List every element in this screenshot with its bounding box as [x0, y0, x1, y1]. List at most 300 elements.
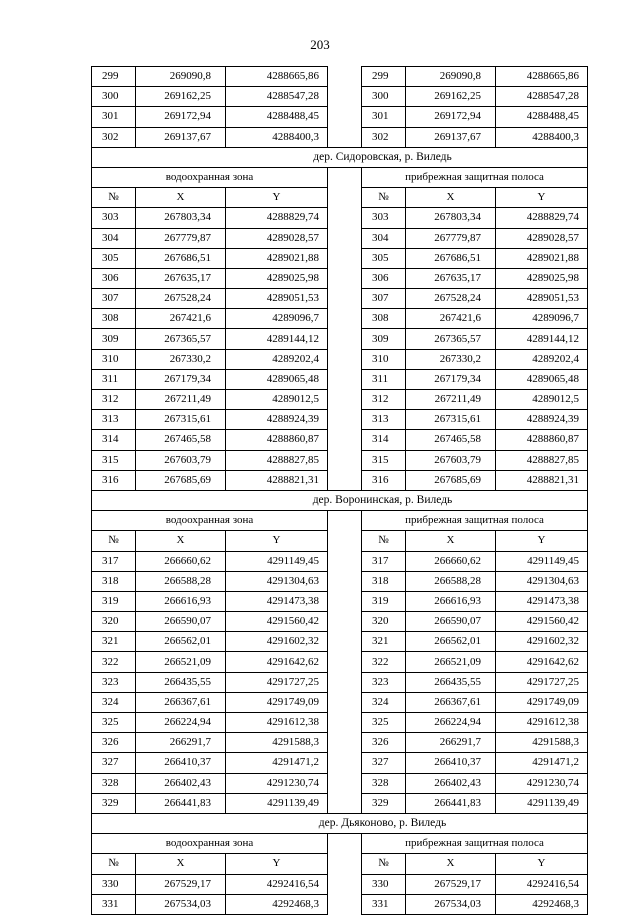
- right-point-number: 303: [362, 208, 406, 228]
- left-point-number: 317: [92, 551, 136, 571]
- right-x-coordinate: 266224,94: [406, 713, 496, 733]
- left-point-number: 309: [92, 329, 136, 349]
- table-row: [92, 874, 588, 894]
- column-gap: [328, 309, 362, 329]
- left-point-number: 306: [92, 268, 136, 288]
- right-x-coordinate: 267635,17: [406, 268, 496, 288]
- left-point-number: 311: [92, 369, 136, 389]
- left-x-coordinate: 267779,87: [136, 228, 226, 248]
- right-y-coordinate: 4288827,85: [496, 450, 588, 470]
- column-gap: [328, 450, 362, 470]
- left-x-coordinate: 267179,34: [136, 369, 226, 389]
- coordinates-table-body: [92, 67, 588, 915]
- column-gap: [328, 551, 362, 571]
- left-x-coordinate: 267465,58: [136, 430, 226, 450]
- right-y-coordinate: 4288829,74: [496, 208, 588, 228]
- left-x-coordinate: 266410,37: [136, 753, 226, 773]
- column-gap: [328, 228, 362, 248]
- section-title-row: [92, 490, 588, 510]
- right-point-number: 315: [362, 450, 406, 470]
- table-row: [92, 551, 588, 571]
- table-row: [92, 67, 588, 87]
- left-x-coordinate: 266291,7: [136, 733, 226, 753]
- right-y-coordinate: 4291304,63: [496, 571, 588, 591]
- column-gap: [328, 854, 362, 874]
- column-header-row: [92, 854, 588, 874]
- left-point-number: 316: [92, 470, 136, 490]
- table-row: [92, 410, 588, 430]
- left-y-coordinate: 4288829,74: [226, 208, 328, 228]
- coastal-strip-header: прибрежная защитная полоса: [362, 834, 588, 854]
- left-y-coordinate: 4288488,45: [226, 107, 328, 127]
- section-title: дер. Дьяконово, р. Виледь: [92, 813, 588, 833]
- right-col-y-header: Y: [496, 531, 588, 551]
- left-col-x-header: X: [136, 854, 226, 874]
- right-y-coordinate: 4291471,2: [496, 753, 588, 773]
- right-y-coordinate: 4291473,38: [496, 591, 588, 611]
- right-x-coordinate: 266291,7: [406, 733, 496, 753]
- table-row: [92, 228, 588, 248]
- table-row: [92, 208, 588, 228]
- left-y-coordinate: 4291473,38: [226, 591, 328, 611]
- left-x-coordinate: 269162,25: [136, 87, 226, 107]
- right-point-number: 323: [362, 672, 406, 692]
- left-y-coordinate: 4289065,48: [226, 369, 328, 389]
- right-x-coordinate: 266562,01: [406, 632, 496, 652]
- left-x-coordinate: 267315,61: [136, 410, 226, 430]
- left-y-coordinate: 4288400,3: [226, 127, 328, 147]
- right-y-coordinate: 4288821,31: [496, 470, 588, 490]
- left-point-number: 312: [92, 390, 136, 410]
- right-y-coordinate: 4288665,86: [496, 67, 588, 87]
- table-row: [92, 329, 588, 349]
- left-point-number: 310: [92, 349, 136, 369]
- left-y-coordinate: 4288924,39: [226, 410, 328, 430]
- right-y-coordinate: 4291230,74: [496, 773, 588, 793]
- right-x-coordinate: 266410,37: [406, 753, 496, 773]
- coordinates-table: [91, 66, 588, 915]
- table-row: [92, 591, 588, 611]
- right-point-number: 325: [362, 713, 406, 733]
- left-point-number: 328: [92, 773, 136, 793]
- coastal-strip-header: прибрежная защитная полоса: [362, 511, 588, 531]
- table-row: [92, 369, 588, 389]
- right-point-number: 308: [362, 309, 406, 329]
- left-point-number: 324: [92, 692, 136, 712]
- column-header-row: [92, 188, 588, 208]
- table-row: [92, 894, 588, 914]
- left-point-number: 322: [92, 652, 136, 672]
- column-gap: [328, 591, 362, 611]
- left-x-coordinate: 267635,17: [136, 268, 226, 288]
- right-point-number: 313: [362, 410, 406, 430]
- right-point-number: 309: [362, 329, 406, 349]
- table-row: [92, 268, 588, 288]
- column-gap: [328, 713, 362, 733]
- right-point-number: 312: [362, 390, 406, 410]
- table-row: [92, 450, 588, 470]
- left-point-number: 327: [92, 753, 136, 773]
- left-y-coordinate: 4288665,86: [226, 67, 328, 87]
- right-col-x-header: X: [406, 188, 496, 208]
- left-col-number-header: №: [92, 188, 136, 208]
- column-gap: [328, 248, 362, 268]
- left-point-number: 313: [92, 410, 136, 430]
- right-point-number: 301: [362, 107, 406, 127]
- right-y-coordinate: 4289021,88: [496, 248, 588, 268]
- table-row: [92, 349, 588, 369]
- left-y-coordinate: 4289012,5: [226, 390, 328, 410]
- left-y-coordinate: 4291139,49: [226, 793, 328, 813]
- left-x-coordinate: 266588,28: [136, 571, 226, 591]
- left-x-coordinate: 266224,94: [136, 713, 226, 733]
- left-point-number: 305: [92, 248, 136, 268]
- column-gap: [328, 531, 362, 551]
- table-row: [92, 612, 588, 632]
- right-col-y-header: Y: [496, 854, 588, 874]
- right-y-coordinate: 4291560,42: [496, 612, 588, 632]
- left-x-coordinate: 267803,34: [136, 208, 226, 228]
- right-point-number: 322: [362, 652, 406, 672]
- left-point-number: 301: [92, 107, 136, 127]
- right-col-y-header: Y: [496, 188, 588, 208]
- column-gap: [328, 410, 362, 430]
- right-x-coordinate: 266435,55: [406, 672, 496, 692]
- table-row: [92, 107, 588, 127]
- right-x-coordinate: 266402,43: [406, 773, 496, 793]
- left-y-coordinate: 4291612,38: [226, 713, 328, 733]
- right-x-coordinate: 267330,2: [406, 349, 496, 369]
- left-point-number: 300: [92, 87, 136, 107]
- left-y-coordinate: 4288547,28: [226, 87, 328, 107]
- left-y-coordinate: 4291304,63: [226, 571, 328, 591]
- right-point-number: 304: [362, 228, 406, 248]
- left-point-number: 308: [92, 309, 136, 329]
- left-point-number: 320: [92, 612, 136, 632]
- left-point-number: 331: [92, 894, 136, 914]
- left-point-number: 315: [92, 450, 136, 470]
- right-x-coordinate: 266367,61: [406, 692, 496, 712]
- left-x-coordinate: 267686,51: [136, 248, 226, 268]
- table-row: [92, 289, 588, 309]
- left-col-x-header: X: [136, 188, 226, 208]
- left-x-coordinate: 267330,2: [136, 349, 226, 369]
- left-x-coordinate: 266521,09: [136, 652, 226, 672]
- left-x-coordinate: 267603,79: [136, 450, 226, 470]
- right-x-coordinate: 266521,09: [406, 652, 496, 672]
- right-y-coordinate: 4288860,87: [496, 430, 588, 450]
- column-gap: [328, 87, 362, 107]
- left-point-number: 330: [92, 874, 136, 894]
- left-col-y-header: Y: [226, 854, 328, 874]
- right-col-number-header: №: [362, 531, 406, 551]
- right-y-coordinate: 4289028,57: [496, 228, 588, 248]
- column-gap: [328, 511, 362, 531]
- left-col-number-header: №: [92, 531, 136, 551]
- column-gap: [328, 430, 362, 450]
- column-header-row: [92, 531, 588, 551]
- page-number: 203: [310, 37, 330, 52]
- right-col-x-header: X: [406, 854, 496, 874]
- table-row: [92, 632, 588, 652]
- right-y-coordinate: 4289051,53: [496, 289, 588, 309]
- right-y-coordinate: 4291588,3: [496, 733, 588, 753]
- table-row: [92, 87, 588, 107]
- right-point-number: 305: [362, 248, 406, 268]
- column-gap: [328, 612, 362, 632]
- table-row: [92, 248, 588, 268]
- right-point-number: 320: [362, 612, 406, 632]
- column-gap: [328, 571, 362, 591]
- column-gap: [328, 268, 362, 288]
- left-x-coordinate: 266402,43: [136, 773, 226, 793]
- left-col-y-header: Y: [226, 188, 328, 208]
- right-x-coordinate: 267179,34: [406, 369, 496, 389]
- left-y-coordinate: 4291471,2: [226, 753, 328, 773]
- right-y-coordinate: 4291612,38: [496, 713, 588, 733]
- right-point-number: 326: [362, 733, 406, 753]
- column-gap: [328, 67, 362, 87]
- water-protection-zone-header: водоохранная зона: [92, 511, 328, 531]
- column-gap: [328, 773, 362, 793]
- left-y-coordinate: 4291588,3: [226, 733, 328, 753]
- left-y-coordinate: 4289096,7: [226, 309, 328, 329]
- left-col-number-header: №: [92, 854, 136, 874]
- left-point-number: 307: [92, 289, 136, 309]
- table-row: [92, 571, 588, 591]
- left-col-y-header: Y: [226, 531, 328, 551]
- left-x-coordinate: 267685,69: [136, 470, 226, 490]
- right-x-coordinate: 267779,87: [406, 228, 496, 248]
- left-x-coordinate: 267534,03: [136, 894, 226, 914]
- right-x-coordinate: 266588,28: [406, 571, 496, 591]
- left-x-coordinate: 266590,07: [136, 612, 226, 632]
- table-row: [92, 652, 588, 672]
- right-x-coordinate: 267529,17: [406, 874, 496, 894]
- right-point-number: 331: [362, 894, 406, 914]
- right-x-coordinate: 267685,69: [406, 470, 496, 490]
- right-y-coordinate: 4288547,28: [496, 87, 588, 107]
- left-x-coordinate: 269172,94: [136, 107, 226, 127]
- column-gap: [328, 329, 362, 349]
- right-point-number: 321: [362, 632, 406, 652]
- right-y-coordinate: 4289025,98: [496, 268, 588, 288]
- column-gap: [328, 692, 362, 712]
- section-title-row: [92, 813, 588, 833]
- column-gap: [328, 390, 362, 410]
- left-point-number: 303: [92, 208, 136, 228]
- right-x-coordinate: 267528,24: [406, 289, 496, 309]
- table-row: [92, 672, 588, 692]
- right-y-coordinate: 4291602,32: [496, 632, 588, 652]
- water-protection-zone-header: водоохранная зона: [92, 834, 328, 854]
- right-x-coordinate: 267315,61: [406, 410, 496, 430]
- right-y-coordinate: 4289096,7: [496, 309, 588, 329]
- right-y-coordinate: 4291139,49: [496, 793, 588, 813]
- column-gap: [328, 894, 362, 914]
- right-point-number: 306: [362, 268, 406, 288]
- left-y-coordinate: 4291727,25: [226, 672, 328, 692]
- right-point-number: 311: [362, 369, 406, 389]
- right-x-coordinate: 269137,67: [406, 127, 496, 147]
- table-row: [92, 127, 588, 147]
- left-x-coordinate: 266562,01: [136, 632, 226, 652]
- left-point-number: 304: [92, 228, 136, 248]
- zone-header-row: [92, 167, 588, 187]
- column-gap: [328, 874, 362, 894]
- right-y-coordinate: 4292468,3: [496, 894, 588, 914]
- right-y-coordinate: 4292416,54: [496, 874, 588, 894]
- left-y-coordinate: 4292416,54: [226, 874, 328, 894]
- left-y-coordinate: 4288860,87: [226, 430, 328, 450]
- left-y-coordinate: 4291560,42: [226, 612, 328, 632]
- table-row: [92, 753, 588, 773]
- right-point-number: 314: [362, 430, 406, 450]
- column-gap: [328, 753, 362, 773]
- left-y-coordinate: 4291230,74: [226, 773, 328, 793]
- zone-header-row: [92, 511, 588, 531]
- right-x-coordinate: 269162,25: [406, 87, 496, 107]
- right-y-coordinate: 4288924,39: [496, 410, 588, 430]
- left-y-coordinate: 4289051,53: [226, 289, 328, 309]
- right-point-number: 330: [362, 874, 406, 894]
- right-point-number: 310: [362, 349, 406, 369]
- table-row: [92, 793, 588, 813]
- right-x-coordinate: 266660,62: [406, 551, 496, 571]
- right-x-coordinate: 266441,83: [406, 793, 496, 813]
- left-y-coordinate: 4288821,31: [226, 470, 328, 490]
- right-point-number: 318: [362, 571, 406, 591]
- table-row: [92, 713, 588, 733]
- right-point-number: 307: [362, 289, 406, 309]
- right-x-coordinate: 267803,34: [406, 208, 496, 228]
- zone-header-row: [92, 834, 588, 854]
- left-point-number: 321: [92, 632, 136, 652]
- right-point-number: 316: [362, 470, 406, 490]
- left-y-coordinate: 4289025,98: [226, 268, 328, 288]
- left-y-coordinate: 4288827,85: [226, 450, 328, 470]
- column-gap: [328, 470, 362, 490]
- section-title: дер. Сидоровская, р. Виледь: [92, 147, 588, 167]
- column-gap: [328, 208, 362, 228]
- water-protection-zone-header: водоохранная зона: [92, 167, 328, 187]
- right-y-coordinate: 4291727,25: [496, 672, 588, 692]
- left-x-coordinate: 266435,55: [136, 672, 226, 692]
- column-gap: [328, 632, 362, 652]
- right-x-coordinate: 269172,94: [406, 107, 496, 127]
- left-point-number: 329: [92, 793, 136, 813]
- left-y-coordinate: 4289028,57: [226, 228, 328, 248]
- right-point-number: 302: [362, 127, 406, 147]
- right-x-coordinate: 267603,79: [406, 450, 496, 470]
- table-row: [92, 773, 588, 793]
- right-x-coordinate: 266590,07: [406, 612, 496, 632]
- column-gap: [328, 127, 362, 147]
- left-point-number: 323: [92, 672, 136, 692]
- right-point-number: 324: [362, 692, 406, 712]
- left-point-number: 299: [92, 67, 136, 87]
- section-title: дер. Воронинская, р. Виледь: [92, 490, 588, 510]
- column-gap: [328, 349, 362, 369]
- table-row: [92, 733, 588, 753]
- column-gap: [328, 733, 362, 753]
- right-x-coordinate: 267211,49: [406, 390, 496, 410]
- left-point-number: 326: [92, 733, 136, 753]
- right-x-coordinate: 267465,58: [406, 430, 496, 450]
- right-point-number: 328: [362, 773, 406, 793]
- left-x-coordinate: 269090,8: [136, 67, 226, 87]
- left-point-number: 319: [92, 591, 136, 611]
- right-x-coordinate: 266616,93: [406, 591, 496, 611]
- right-y-coordinate: 4291642,62: [496, 652, 588, 672]
- right-point-number: 317: [362, 551, 406, 571]
- left-x-coordinate: 266441,83: [136, 793, 226, 813]
- right-y-coordinate: 4289012,5: [496, 390, 588, 410]
- column-gap: [328, 167, 362, 187]
- left-y-coordinate: 4292468,3: [226, 894, 328, 914]
- table-row: [92, 430, 588, 450]
- right-x-coordinate: 267421,6: [406, 309, 496, 329]
- table-row: [92, 309, 588, 329]
- right-col-number-header: №: [362, 854, 406, 874]
- table-row: [92, 390, 588, 410]
- column-gap: [328, 672, 362, 692]
- left-x-coordinate: 267421,6: [136, 309, 226, 329]
- right-point-number: 327: [362, 753, 406, 773]
- right-y-coordinate: 4289202,4: [496, 349, 588, 369]
- left-x-coordinate: 267365,57: [136, 329, 226, 349]
- left-x-coordinate: 269137,67: [136, 127, 226, 147]
- column-gap: [328, 369, 362, 389]
- column-gap: [328, 834, 362, 854]
- coastal-strip-header: прибрежная защитная полоса: [362, 167, 588, 187]
- right-x-coordinate: 267534,03: [406, 894, 496, 914]
- right-point-number: 319: [362, 591, 406, 611]
- left-point-number: 302: [92, 127, 136, 147]
- left-point-number: 314: [92, 430, 136, 450]
- left-col-x-header: X: [136, 531, 226, 551]
- right-col-number-header: №: [362, 188, 406, 208]
- column-gap: [328, 107, 362, 127]
- right-point-number: 299: [362, 67, 406, 87]
- right-y-coordinate: 4288488,45: [496, 107, 588, 127]
- column-gap: [328, 793, 362, 813]
- left-x-coordinate: 266660,62: [136, 551, 226, 571]
- left-y-coordinate: 4289021,88: [226, 248, 328, 268]
- right-x-coordinate: 267686,51: [406, 248, 496, 268]
- right-col-x-header: X: [406, 531, 496, 551]
- left-x-coordinate: 267528,24: [136, 289, 226, 309]
- column-gap: [328, 188, 362, 208]
- right-y-coordinate: 4289065,48: [496, 369, 588, 389]
- column-gap: [328, 289, 362, 309]
- column-gap: [328, 652, 362, 672]
- table-row: [92, 692, 588, 712]
- left-y-coordinate: 4291602,32: [226, 632, 328, 652]
- left-x-coordinate: 266367,61: [136, 692, 226, 712]
- right-x-coordinate: 267365,57: [406, 329, 496, 349]
- left-x-coordinate: 266616,93: [136, 591, 226, 611]
- right-point-number: 300: [362, 87, 406, 107]
- left-y-coordinate: 4291749,09: [226, 692, 328, 712]
- right-y-coordinate: 4289144,12: [496, 329, 588, 349]
- left-y-coordinate: 4289144,12: [226, 329, 328, 349]
- section-title-row: [92, 147, 588, 167]
- right-y-coordinate: 4291149,45: [496, 551, 588, 571]
- left-point-number: 325: [92, 713, 136, 733]
- right-y-coordinate: 4288400,3: [496, 127, 588, 147]
- right-point-number: 329: [362, 793, 406, 813]
